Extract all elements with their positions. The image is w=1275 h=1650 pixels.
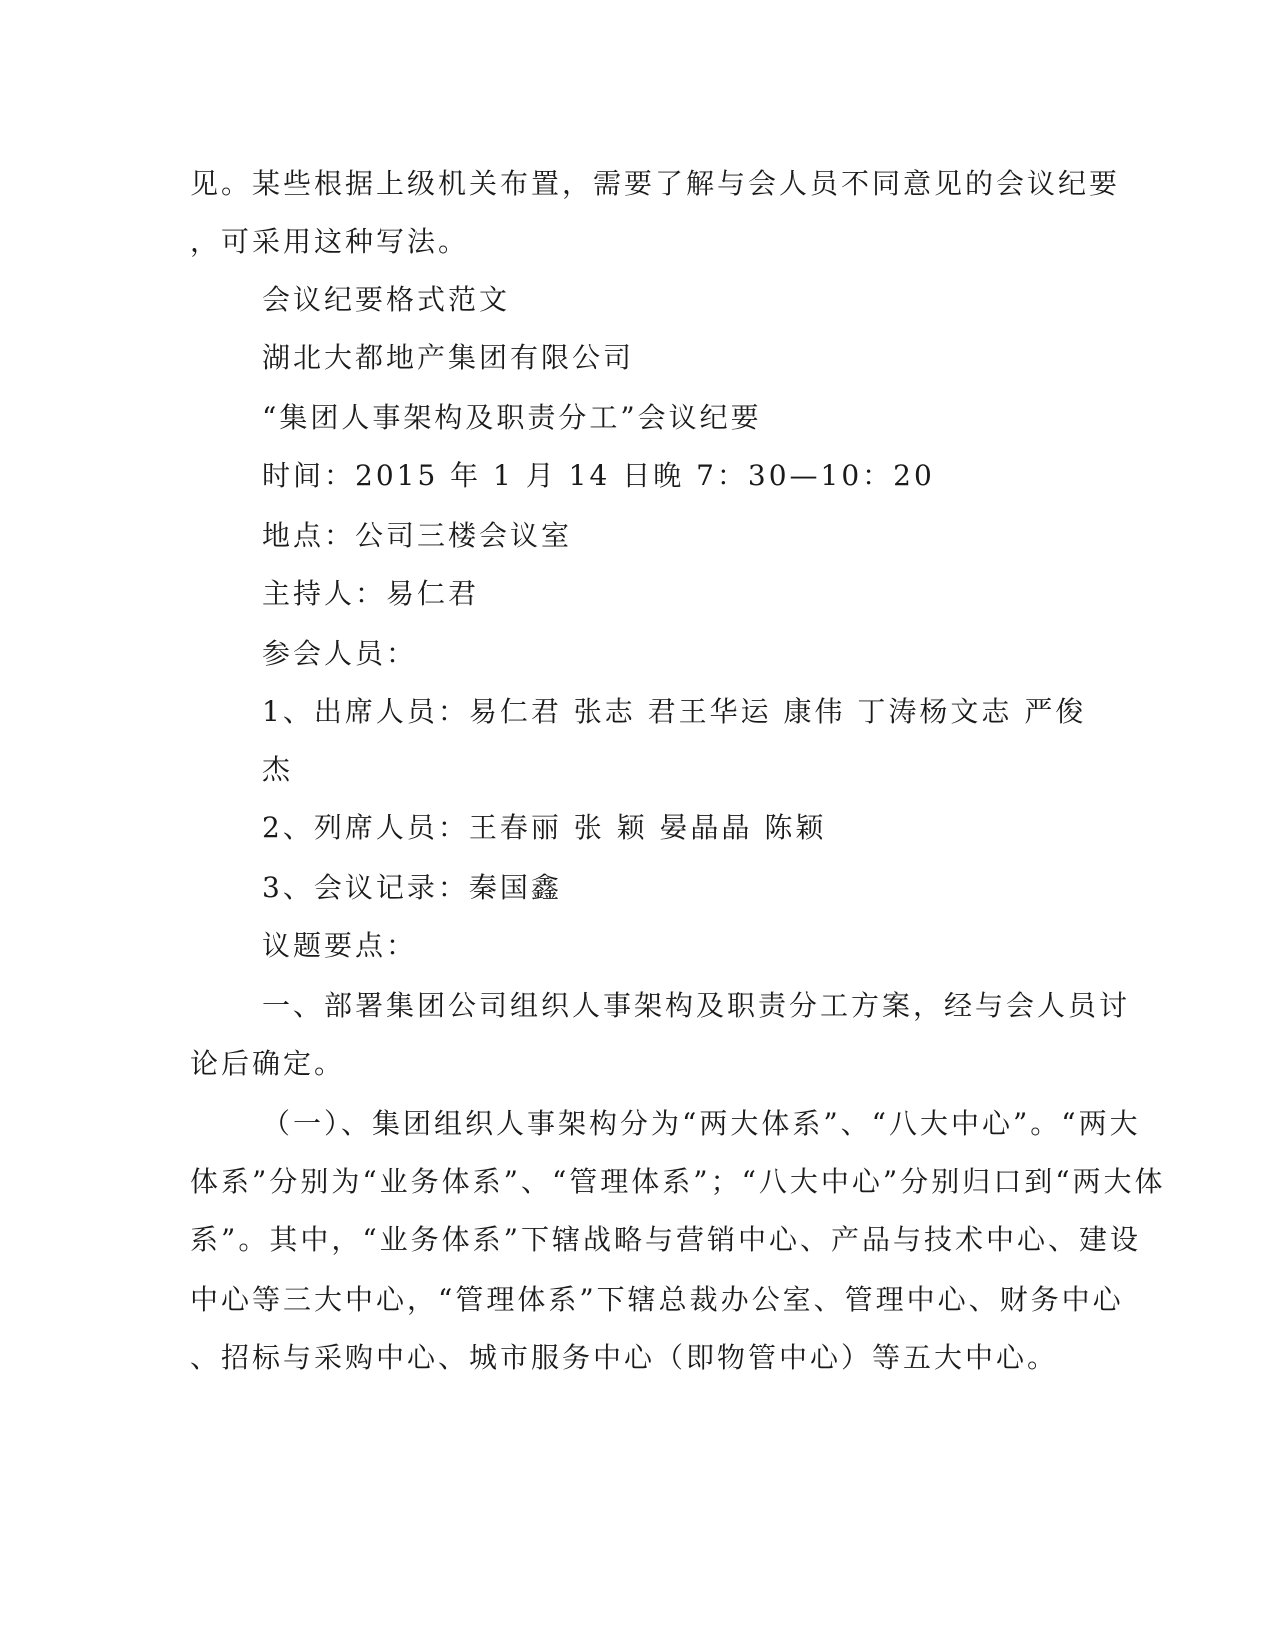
attendees-observers: 2、列席人员：王春丽 张 颖 晏晶晶 陈颖 (262, 811, 827, 844)
paragraph-line: ，可采用这种写法。 (190, 225, 470, 258)
meeting-time: 时间：2015 年 1 月 14 日晚 7：30—10：20 (262, 459, 935, 492)
agenda-heading: 议题要点： (262, 929, 418, 962)
paragraph-line: 、招标与采购中心、城市服务中心（即物管中心）等五大中心。 (190, 1341, 1059, 1374)
paragraph-line: 论后确定。 (190, 1047, 346, 1080)
paragraph-line: 系”。其中，“业务体系”下辖战略与营销中心、产品与技术中心、建设 (190, 1223, 1141, 1256)
paragraph-line: 体系”分别为“业务体系”、“管理体系”；“八大中心”分别归口到“两大体 (190, 1165, 1166, 1198)
attendees-present-cont: 杰 (262, 753, 294, 786)
attendees-present: 1、出席人员：易仁君 张志 君王华运 康伟 丁涛杨文志 严俊 (262, 695, 1087, 728)
attendees-heading: 参会人员： (262, 637, 418, 670)
section-title: 会议纪要格式范文 (262, 283, 511, 316)
recorder: 3、会议记录：秦国鑫 (262, 871, 562, 904)
minutes-title: “集团人事架构及职责分工”会议纪要 (262, 401, 762, 434)
meeting-place: 地点：公司三楼会议室 (262, 519, 573, 552)
paragraph-line: 中心等三大中心，“管理体系”下辖总裁办公室、管理中心、财务中心 (190, 1283, 1124, 1316)
paragraph-line: 见。某些根据上级机关布置，需要了解与会人员不同意见的会议纪要 (190, 167, 1121, 200)
company-name: 湖北大都地产集团有限公司 (262, 341, 635, 374)
meeting-host: 主持人：易仁君 (262, 577, 480, 610)
paragraph-line: 一、部署集团公司组织人事架构及职责分工方案，经与会人员讨 (262, 989, 1131, 1022)
paragraph-line: （一）、集团组织人事架构分为“两大体系”、“八大中心”。“两大 (262, 1107, 1141, 1140)
